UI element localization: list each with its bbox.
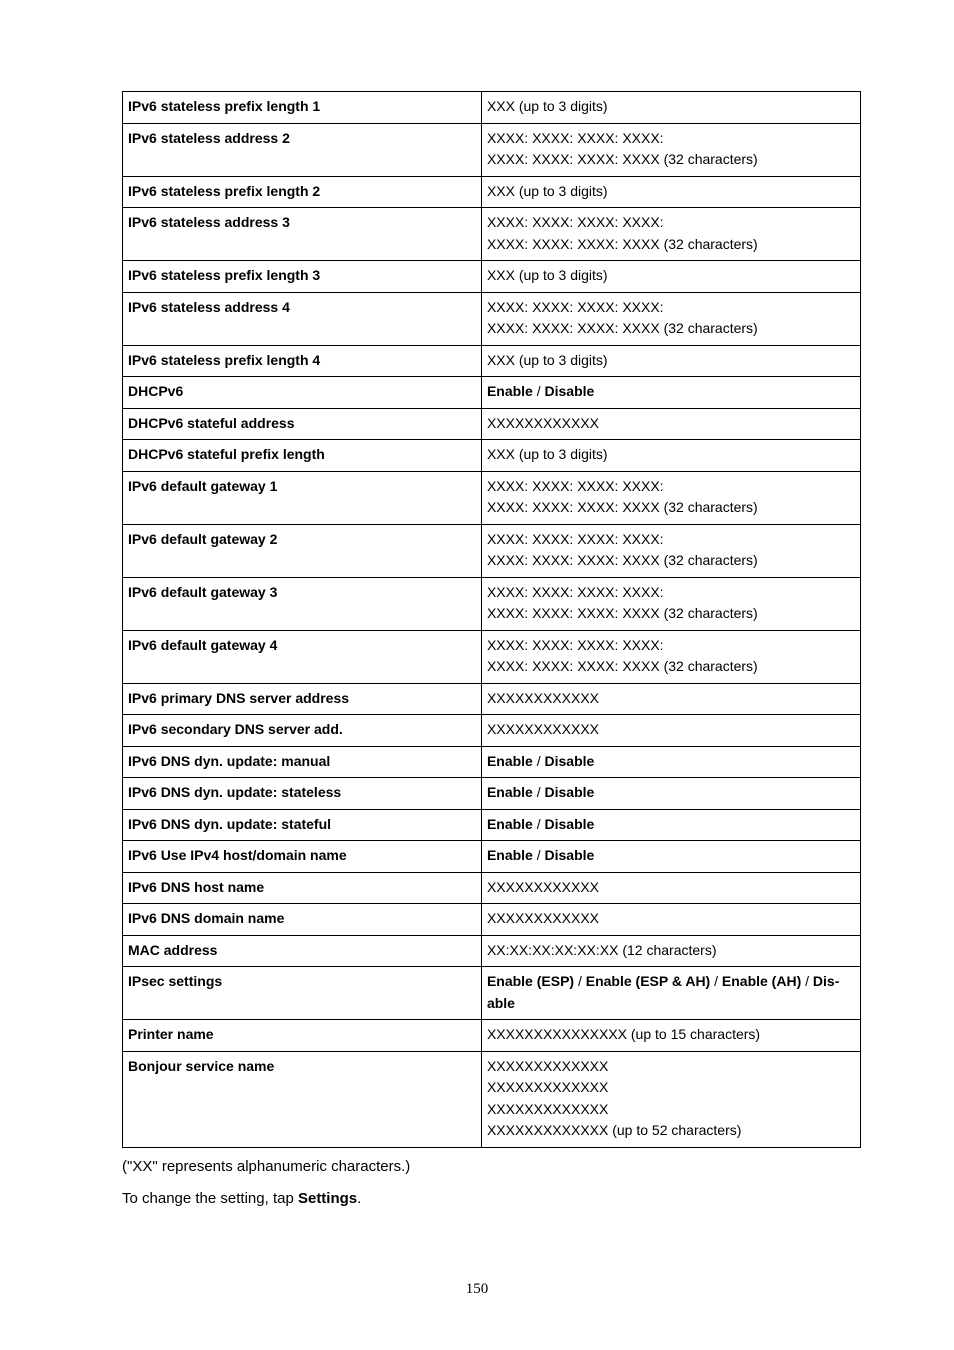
setting-value: Enable (ESP) / Enable (ESP & AH) / Enable (AH) / Dis-able (481, 967, 860, 1020)
setting-name: IPv6 default gateway 1 (123, 471, 482, 524)
value-line: XXXXXXXXXXXXX (up to 52 characters) (486, 1122, 742, 1138)
value-line: XXXX: XXXX: XXXX: XXXX: (486, 477, 664, 494)
table-row (123, 778, 861, 810)
setting-name: MAC address (123, 935, 482, 967)
settings-keyword: Settings (297, 1190, 358, 1207)
table-row (123, 1051, 861, 1147)
setting-name: DHCPv6 (123, 377, 482, 409)
setting-value (481, 292, 860, 345)
value-line: XXXX: XXXX: XXXX: XXXX: (486, 530, 664, 547)
value-line: XXXXXXXXXXXX (486, 878, 599, 895)
option-label: Enable (ESP & AH) (585, 973, 711, 989)
setting-value (481, 524, 860, 577)
setting-value (481, 261, 860, 293)
setting-name: IPv6 primary DNS server address (123, 683, 482, 715)
table-row (123, 208, 861, 261)
page-number: 150 (465, 1281, 489, 1297)
setting-name: DHCPv6 stateful prefix length (123, 440, 482, 472)
setting-name: IPv6 stateless address 2 (123, 123, 482, 176)
value-line: XXX (up to 3 digits) (486, 446, 608, 462)
table-row (123, 577, 861, 630)
setting-value (481, 440, 860, 472)
setting-value (481, 471, 860, 524)
value-line: XXXX: XXXX: XXXX: XXXX (32 characters) (486, 499, 758, 515)
setting-value (481, 1020, 860, 1052)
setting-name: Bonjour service name (123, 1051, 482, 1147)
setting-value: Enable / Disable (481, 746, 860, 778)
table-row (123, 809, 861, 841)
table-row (123, 345, 861, 377)
value-line: XXX (up to 3 digits) (486, 182, 608, 199)
option-label: Enable (486, 383, 533, 399)
setting-name: IPv6 default gateway 2 (123, 524, 482, 577)
table-row (123, 715, 861, 747)
value-line: XXXXXXXXXXXX (486, 910, 599, 926)
value-line: XXXX: XXXX: XXXX: XXXX: (486, 298, 664, 315)
value-line: XXXXXXXXXXXX (486, 721, 599, 737)
table-row (123, 630, 861, 683)
value-line: XXXX: XXXX: XXXX: XXXX (32 characters) (486, 151, 758, 167)
value-line: XXXXXXXXXXXXX (486, 1057, 609, 1074)
setting-value (481, 208, 860, 261)
value-line: XXXXXXXXXXXXX (486, 1079, 609, 1095)
setting-value (481, 715, 860, 747)
setting-name: IPv6 stateless address 3 (123, 208, 482, 261)
setting-name: IPv6 stateless prefix length 3 (123, 261, 482, 293)
option-label: Enable (486, 752, 533, 769)
setting-name: IPv6 DNS dyn. update: stateless (123, 778, 482, 810)
table-row (123, 683, 861, 715)
instruction-text (122, 1189, 361, 1209)
option-label: Disable (544, 752, 595, 769)
option-label: Enable (486, 815, 533, 832)
option-label: Enable (486, 784, 533, 800)
setting-value (481, 176, 860, 208)
value-line: XXXXXXXXXXXXXXX (up to 15 characters) (486, 1026, 761, 1042)
value-line: XXXX: XXXX: XXXX: XXXX: (486, 129, 664, 146)
setting-value (481, 935, 860, 967)
option-label: Disable (544, 815, 595, 832)
setting-name: IPv6 default gateway 3 (123, 577, 482, 630)
setting-value (481, 904, 860, 936)
table-row (123, 123, 861, 176)
option-label: Disable (544, 847, 595, 863)
value-line: XXXX: XXXX: XXXX: XXXX: (486, 214, 664, 230)
table-row (123, 471, 861, 524)
value-line: XXX (up to 3 digits) (486, 267, 608, 283)
value-line: XXXX: XXXX: XXXX: XXXX (32 characters) (486, 320, 758, 336)
setting-value: Enable / Disable (481, 377, 860, 409)
option-label: Enable (486, 847, 533, 863)
table-row (123, 904, 861, 936)
setting-value (481, 872, 860, 904)
value-line: XXXXXXXXXXXX (486, 689, 599, 706)
table-row (123, 1020, 861, 1052)
setting-value: Enable / Disable (481, 841, 860, 873)
table-row (123, 261, 861, 293)
setting-name: IPv6 stateless prefix length 1 (123, 92, 482, 124)
table-row (123, 872, 861, 904)
setting-value (481, 123, 860, 176)
table-row (123, 746, 861, 778)
setting-name: IPv6 stateless address 4 (123, 292, 482, 345)
value-line: XXXXXXXXXXXX (486, 414, 599, 431)
footnote: ("XX" represents alphanumeric characters.) (122, 1158, 411, 1175)
value-line: XXXX: XXXX: XXXX: XXXX (32 characters) (486, 552, 758, 568)
setting-name: DHCPv6 stateful address (123, 408, 482, 440)
setting-name: IPv6 DNS domain name (123, 904, 482, 936)
value-line: XXX (up to 3 digits) (486, 98, 608, 114)
setting-name: IPsec settings (123, 967, 482, 1020)
option-label: Dis-able (486, 973, 840, 1011)
table-row (123, 176, 861, 208)
table-row (123, 377, 861, 409)
table-row (123, 935, 861, 967)
option-label: Disable (544, 383, 595, 399)
table-row (123, 440, 861, 472)
setting-name: IPv6 default gateway 4 (123, 630, 482, 683)
setting-value: Enable / Disable (481, 778, 860, 810)
settings-table (122, 91, 861, 1148)
setting-value (481, 345, 860, 377)
table-row (123, 408, 861, 440)
table-row (123, 92, 861, 124)
setting-name: IPv6 stateless prefix length 2 (123, 176, 482, 208)
option-label: Enable (ESP) (486, 973, 575, 989)
setting-name: IPv6 Use IPv4 host/domain name (123, 841, 482, 873)
setting-name: IPv6 DNS dyn. update: stateful (123, 809, 482, 841)
value-line: XXX (up to 3 digits) (486, 351, 608, 368)
value-line: XX:XX:XX:XX:XX:XX (12 characters) (486, 941, 717, 958)
table-row (123, 524, 861, 577)
setting-value (481, 577, 860, 630)
value-line: XXXXXXXXXXXXX (486, 1100, 609, 1117)
settings-table-body (123, 92, 861, 1148)
table-row (123, 292, 861, 345)
instruction-suffix: . (357, 1190, 362, 1207)
setting-value: Enable / Disable (481, 809, 860, 841)
instruction-prefix: To change the setting, tap (122, 1190, 298, 1207)
setting-name: IPv6 stateless prefix length 4 (123, 345, 482, 377)
setting-value (481, 683, 860, 715)
value-line: XXXX: XXXX: XXXX: XXXX: (486, 583, 664, 600)
setting-value (481, 630, 860, 683)
option-label: Enable (AH) (721, 973, 802, 989)
value-line: XXXX: XXXX: XXXX: XXXX: (486, 636, 664, 653)
setting-value (481, 1051, 860, 1147)
setting-value (481, 92, 860, 124)
option-label: Disable (544, 784, 595, 800)
setting-name: IPv6 DNS dyn. update: manual (123, 746, 482, 778)
value-line: XXXX: XXXX: XXXX: XXXX (32 characters) (486, 235, 758, 252)
value-line: XXXX: XXXX: XXXX: XXXX (32 characters) (486, 605, 758, 621)
setting-name: Printer name (123, 1020, 482, 1052)
table-row (123, 841, 861, 873)
setting-value (481, 408, 860, 440)
table-row (123, 967, 861, 1020)
value-line: XXXX: XXXX: XXXX: XXXX (32 characters) (486, 658, 758, 674)
setting-name: IPv6 secondary DNS server add. (123, 715, 482, 747)
setting-name: IPv6 DNS host name (123, 872, 482, 904)
